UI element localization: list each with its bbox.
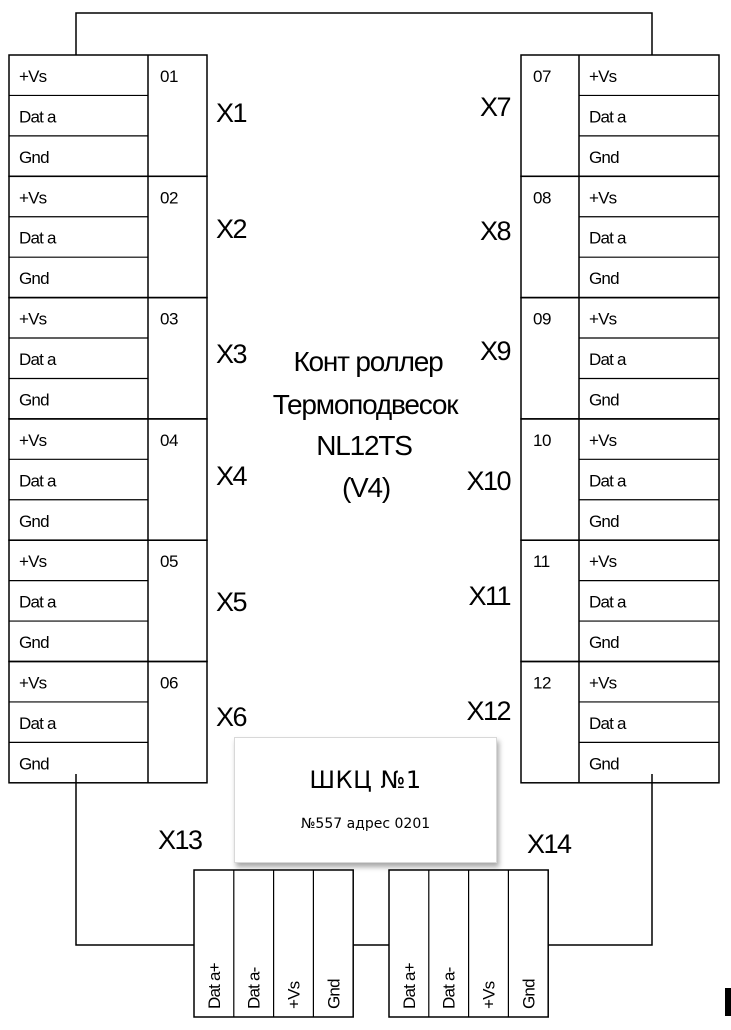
controller-title-line4: (V4): [341, 472, 391, 503]
controller-outline-top: [76, 13, 652, 55]
controller-title-line2: Термоподвесок: [272, 389, 458, 420]
pin-label: +Vs: [589, 673, 617, 693]
connector-x4: [9, 419, 248, 540]
pin-label: Dat a: [589, 107, 626, 127]
connector-number: 05: [160, 552, 178, 572]
pin-label: Dat a-: [439, 967, 459, 1009]
pin-label: Dat a: [19, 471, 56, 491]
pin-label: Gnd: [19, 147, 49, 167]
connector-x12: [466, 662, 719, 783]
pin-label: Gnd: [519, 979, 539, 1009]
pin-label: Dat a: [589, 228, 626, 248]
connector-x9: [480, 298, 719, 419]
connector-label: X2: [216, 214, 247, 244]
connector-number: 06: [160, 673, 178, 693]
connector-label: X6: [216, 702, 247, 732]
controller-outline-bottom-right: [548, 774, 652, 945]
connector-label: X3: [216, 339, 247, 369]
connector-x7: [480, 55, 719, 176]
pin-label: Gnd: [589, 754, 619, 774]
pin-label: Gnd: [589, 633, 619, 653]
pin-label: Dat a: [19, 107, 56, 127]
pin-label: Gnd: [589, 147, 619, 167]
cabinet-label-card: [234, 737, 497, 863]
connector-label: X5: [216, 587, 247, 617]
pin-label: Dat a: [589, 350, 626, 370]
pin-label: +Vs: [19, 430, 47, 450]
connector-label: X11: [468, 581, 510, 611]
pin-label: Dat a: [589, 713, 626, 733]
pin-label: +Vs: [589, 309, 617, 329]
controller-title-line3: NL12TS: [316, 430, 412, 461]
pin-label: +Vs: [589, 188, 617, 208]
edge-marker: [725, 988, 731, 1016]
pin-label: Gnd: [324, 979, 344, 1009]
connector-number: 09: [533, 309, 551, 329]
pin-label: Gnd: [589, 511, 619, 531]
connector-x8: [480, 176, 719, 297]
connector-number: 11: [533, 552, 550, 572]
pin-label: Gnd: [19, 633, 49, 653]
pin-label: +Vs: [19, 188, 47, 208]
pin-label: +Vs: [284, 981, 304, 1009]
connector-label: X4: [216, 461, 247, 491]
connector-label: X10: [466, 466, 510, 496]
connector-label: X7: [479, 92, 510, 122]
connector-label: X13: [158, 825, 202, 855]
pin-label: +Vs: [19, 552, 47, 572]
pin-label: Dat a: [19, 713, 56, 733]
controller-title-line1: Конт роллер: [293, 346, 443, 377]
cabinet-label-title: ШКЦ №1: [309, 766, 422, 794]
connector-x6: [9, 662, 247, 783]
connector-label: X14: [527, 829, 571, 859]
connector-x5: [9, 540, 247, 661]
pin-label: +Vs: [589, 430, 617, 450]
pin-label: +Vs: [479, 981, 499, 1009]
pin-label: Dat a: [589, 592, 626, 612]
controller-outline-bottom-left: [76, 774, 194, 945]
connector-number: 02: [160, 188, 178, 208]
connector-label: X9: [479, 336, 510, 366]
pin-label: +Vs: [19, 67, 47, 86]
pin-label: Dat a+: [399, 963, 419, 1009]
pin-label: Gnd: [19, 754, 49, 774]
pin-label: Dat a: [19, 592, 56, 612]
pin-label: Dat a: [19, 228, 56, 248]
connector-number: 08: [533, 188, 551, 208]
connector-x2: [9, 176, 247, 297]
pin-label: Dat a+: [204, 963, 224, 1009]
pin-label: Dat a: [589, 471, 626, 491]
pin-label: Dat a-: [244, 967, 264, 1009]
pin-label: Gnd: [19, 390, 49, 410]
pin-label: Dat a: [19, 350, 56, 370]
connector-number: 04: [160, 430, 178, 450]
pin-label: +Vs: [19, 673, 47, 693]
connector-x10: [466, 419, 719, 540]
connector-label: X1: [216, 98, 247, 128]
pin-label: Gnd: [19, 269, 49, 289]
connector-x11: [468, 540, 719, 661]
connector-number: 03: [160, 309, 178, 329]
connector-x3: [9, 298, 247, 419]
pin-label: Gnd: [589, 390, 619, 410]
connector-number: 10: [533, 430, 551, 450]
pin-label: +Vs: [19, 309, 47, 329]
connector-x1: [9, 55, 247, 176]
pin-label: Gnd: [589, 269, 619, 289]
connector-number: 07: [533, 67, 551, 86]
connector-number: 01: [160, 67, 178, 86]
pin-label: Gnd: [19, 511, 49, 531]
connector-label: X8: [479, 216, 510, 246]
pin-label: +Vs: [589, 552, 617, 572]
pin-label: +Vs: [589, 67, 617, 86]
cabinet-label-subtitle: №557 адрес 0201: [300, 816, 431, 832]
connector-label: X12: [466, 696, 510, 726]
connector-number: 12: [533, 673, 551, 693]
